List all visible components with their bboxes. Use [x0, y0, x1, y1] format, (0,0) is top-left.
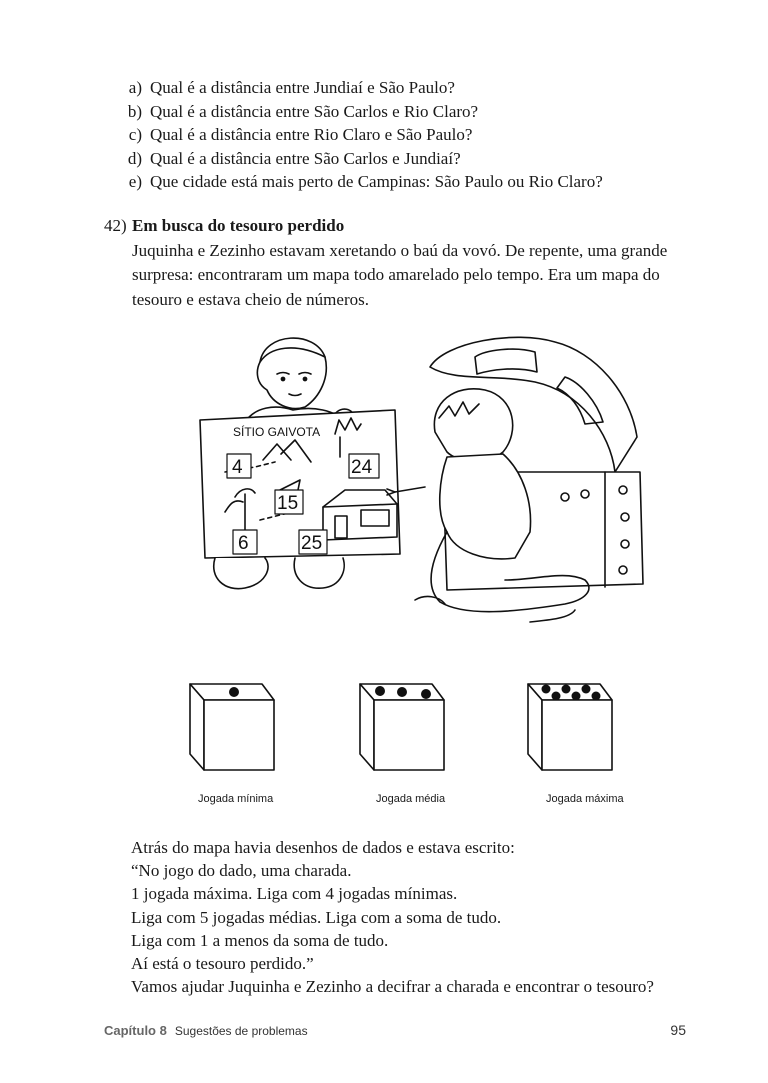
- chapter-section: Sugestões de problemas: [174, 1024, 308, 1038]
- riddle-line: Atrás do mapa havia desenhos de dados e estava escrito:: [131, 838, 515, 857]
- problem-title: Em busca do tesouro perdido: [132, 216, 345, 235]
- question-a: a) Qual é a distância entre Jundiaí e São Paulo?: [128, 78, 455, 97]
- intro-line: Juquinha e Zezinho estavam xeretando o baú da vovó. De repente, uma grande: [132, 240, 668, 260]
- map-number: 25: [301, 533, 323, 554]
- die-caption-mid: Jogada média: [376, 793, 446, 805]
- riddle-line: Liga com 1 a menos da soma de tudo.: [131, 930, 389, 950]
- page-footer: [104, 1022, 686, 1038]
- die-one: [190, 684, 274, 770]
- map-number: 24: [351, 457, 373, 478]
- question-b: b) Qual é a distância entre São Carlos e Rio Claro?: [127, 101, 479, 121]
- intro-line: surpresa: encontraram um mapa todo amarelado pelo tempo. Era um mapa do: [132, 265, 660, 284]
- riddle-line: Liga com 5 jogadas médias. Liga com a soma de tudo.: [131, 907, 502, 927]
- map-title: SÍTIO GAIVOTA: [233, 425, 321, 439]
- die-caption-max: Jogada máxima: [546, 793, 624, 805]
- page-number: 95: [670, 1022, 686, 1038]
- riddle-line: Aí está o tesouro perdido.”: [131, 954, 314, 974]
- treasure-illustration: [185, 322, 655, 642]
- question-list: [104, 76, 704, 194]
- riddle-line: “No jogo do dado, uma charada.: [131, 861, 352, 881]
- riddle-line: 1 jogada máxima. Liga com 4 jogadas mínimas.: [131, 884, 458, 904]
- intro-line: tesouro e estava cheio de números.: [132, 289, 369, 309]
- die-caption-min: Jogada mínima: [198, 793, 274, 805]
- problem-42: [104, 214, 704, 312]
- question-d: d) Qual é a distância entre São Carlos e Jundiaí?: [127, 148, 461, 168]
- die-six: [528, 684, 612, 770]
- problem-number: 42): [104, 216, 127, 235]
- question-c: c) Qual é a distância entre Rio Claro e São Paulo?: [128, 125, 473, 144]
- die-three: [360, 684, 444, 770]
- question-e: e) Que cidade está mais perto de Campinas: São Paulo ou Rio Claro?: [128, 172, 603, 191]
- riddle-line: Vamos ajudar Juquinha e Zezinho a decifrar a charada e encontrar o tesouro?: [131, 977, 654, 997]
- map-number: 6: [238, 533, 249, 554]
- riddle-text: [131, 836, 711, 998]
- map-number: 15: [277, 493, 299, 514]
- chapter-label: Capítulo 8: [104, 1023, 167, 1038]
- map-number: 4: [232, 457, 243, 478]
